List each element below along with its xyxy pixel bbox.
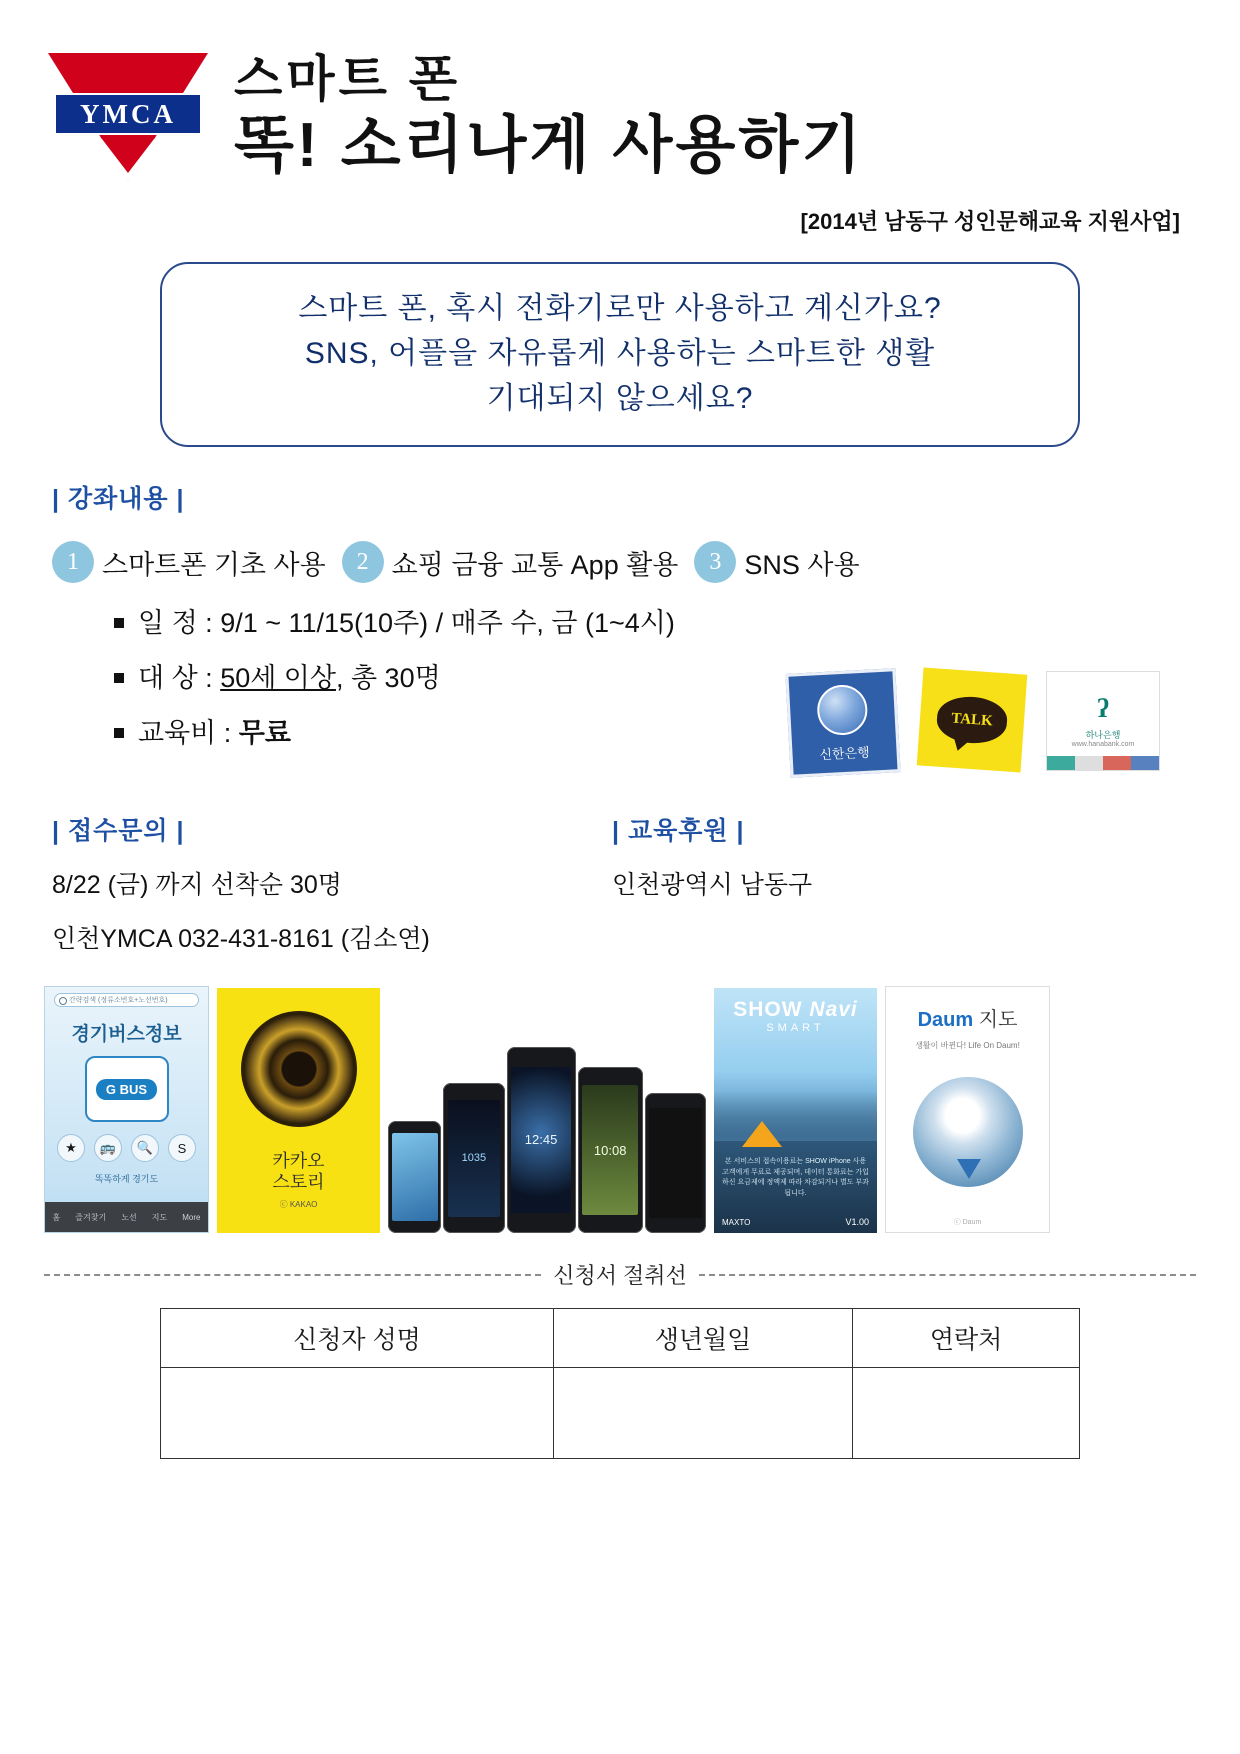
kakao-story-app — [217, 988, 380, 1233]
bullet-square-icon — [114, 618, 124, 628]
daum-map-logo — [918, 1003, 1018, 1032]
cell-name[interactable] — [161, 1368, 554, 1459]
content-area — [0, 479, 1240, 955]
contact-line-2: 인천YMCA 032-431-8161 (김소연) — [52, 925, 430, 953]
map-globe-illustration — [913, 1077, 1023, 1187]
callout-line-3: 기대되지 않으세요? — [486, 382, 754, 415]
shinhan-bank-logo-text: 신한은행 — [819, 744, 871, 762]
sponsor-section — [612, 811, 1188, 955]
speech-bubble-icon — [935, 695, 1008, 746]
gbus-icon-row — [57, 1134, 196, 1162]
ymca-band — [56, 93, 200, 135]
kakao-story-title — [272, 1151, 324, 1192]
phone-device-2 — [443, 1083, 504, 1233]
course-item-label-3: SNS 사용 — [744, 549, 860, 580]
gbus-footer-nav[interactable] — [45, 1202, 208, 1232]
callout-box — [160, 262, 1080, 447]
column-header-contact: 연락처 — [853, 1309, 1080, 1368]
phone-device-1 — [388, 1121, 441, 1233]
bullet-schedule-label: 일 정 : — [138, 608, 213, 638]
cut-dash-left — [44, 1274, 541, 1276]
phone-screen-1 — [392, 1133, 438, 1220]
app-screenshots-strip — [0, 983, 1240, 1233]
ymca-logo — [48, 53, 208, 183]
cutline — [44, 1259, 1196, 1290]
brand-logos — [788, 671, 1160, 775]
ymca-logo-text: YMCA — [80, 98, 176, 129]
cut-dash-right — [699, 1274, 1196, 1276]
header — [0, 0, 1240, 183]
gbus-phone-illustration — [85, 1056, 169, 1122]
sponsor-heading: | 교육후원 | — [612, 817, 745, 845]
bullet-square-icon — [114, 728, 124, 738]
phone-device-3 — [507, 1047, 576, 1233]
hana-bank-url: www.hanabank.com — [1071, 741, 1135, 748]
route-icon[interactable]: S — [168, 1134, 196, 1162]
show-navi-tagline: SMART — [766, 1022, 825, 1034]
phone-device-4 — [578, 1067, 643, 1233]
column-header-name: 신청자 성명 — [161, 1309, 554, 1368]
gbus-badge: G BUS — [96, 1079, 157, 1100]
gbus-app — [44, 986, 209, 1233]
bullet-square-icon — [114, 673, 124, 683]
kakao-talk-logo — [917, 667, 1028, 772]
program-subtitle: [2014년 남동구 성인문해교육 지원사업] — [800, 209, 1180, 234]
kakao-story-title-line1: 카카오 — [272, 1151, 325, 1172]
application-form-table — [160, 1308, 1080, 1459]
bullet-fee-value: 무료 — [238, 718, 291, 748]
info-columns — [52, 811, 1188, 955]
bullet-schedule — [114, 601, 675, 640]
bullet-target-value-rest: , 총 30명 — [335, 663, 441, 693]
gbus-nav-route[interactable]: 노선 — [121, 1212, 137, 1222]
course-item-number-1: 1 — [52, 541, 94, 583]
gbus-extra-text: 똑똑하게 경기도 — [94, 1174, 159, 1184]
subtitle-row — [0, 205, 1240, 236]
show-navi-brand — [714, 998, 877, 1022]
gbus-app-title: 경기버스정보 — [71, 1024, 182, 1045]
city-skyline-illustration — [714, 1071, 877, 1141]
camera-lens-icon — [241, 1011, 357, 1127]
gbus-nav-favorites[interactable]: 즐겨찾기 — [75, 1212, 107, 1222]
course-item-label-2: 쇼핑 금융 교통 App 활용 — [391, 549, 679, 580]
course-item-number-2: 2 — [342, 541, 384, 583]
show-navi-brand-text: SHOW — [733, 998, 803, 1021]
callout-line-1: 스마트 폰, 혹시 전화기로만 사용하고 계신가요? — [298, 292, 942, 325]
course-item-label-1: 스마트폰 기초 사용 — [102, 549, 326, 580]
daum-subtitle: 생활이 바뀐다! Life On Daum! — [915, 1041, 1020, 1050]
cutline-label: 신청서 절취선 — [553, 1263, 687, 1288]
ymca-inner-triangle-red — [102, 139, 154, 173]
bullet-schedule-value: 9/1 ~ 11/15(10주) / 매주 수, 금 (1~4시) — [220, 608, 675, 638]
hana-bank-logo — [1046, 671, 1160, 771]
show-navi-version: V1.00 — [845, 1217, 869, 1227]
hana-stripe-decoration — [1047, 756, 1159, 770]
bullet-fee-label: 교육비 : — [138, 718, 232, 748]
gbus-nav-more[interactable]: More — [182, 1212, 201, 1222]
daum-credit: ⓒ Daum — [953, 1219, 982, 1226]
contact-line-1: 8/22 (금) 까지 선착순 30명 — [52, 871, 342, 899]
gbus-search-input[interactable]: 간략검색 (정류소번호+노선번호) — [54, 993, 199, 1007]
contact-heading: | 접수문의 | — [52, 817, 185, 845]
daum-map-app — [885, 986, 1050, 1233]
hana-bank-logo-text: 하나은행 — [1085, 730, 1121, 740]
course-heading: | 강좌내용 | — [52, 485, 185, 513]
page-title-line1: 스마트 폰 — [234, 51, 462, 107]
show-navi-app — [714, 988, 877, 1233]
kakao-story-credit: ⓒ KAKAO — [279, 1199, 318, 1209]
gbus-nav-map[interactable]: 지도 — [151, 1212, 168, 1222]
column-header-birthdate: 생년월일 — [553, 1309, 852, 1368]
navigation-arrow-icon — [742, 1121, 782, 1147]
table-header-row — [161, 1309, 1080, 1368]
contact-section — [52, 811, 612, 955]
phone-screen-3: 12:45 — [511, 1067, 570, 1212]
phones-lineup — [388, 1001, 706, 1233]
phone-screen-2: 1035 — [448, 1100, 501, 1217]
phone-screen-5 — [649, 1108, 702, 1217]
bullet-target-value-underline: 50세 이상 — [220, 663, 336, 693]
star-icon[interactable]: ★ — [57, 1134, 85, 1162]
course-section — [52, 479, 1188, 775]
show-navi-header — [714, 988, 877, 1034]
hana-mark-icon: ʔ — [1097, 694, 1109, 723]
gbus-nav-home[interactable]: 홈 — [52, 1212, 61, 1222]
details-and-logos — [52, 583, 1188, 775]
sponsor-line-1: 인천광역시 남동구 — [612, 871, 813, 899]
bullet-target — [114, 656, 675, 695]
show-navi-maker: MAXTO — [722, 1218, 751, 1227]
shinhan-bank-logo — [785, 668, 900, 778]
bullet-fee — [114, 711, 675, 750]
cell-birthdate[interactable] — [553, 1368, 852, 1459]
table-row — [161, 1368, 1080, 1459]
course-bullets — [52, 601, 675, 766]
kakao-story-title-line2: 스토리 — [272, 1172, 325, 1192]
show-navi-body-text: 본 서비스의 접속이용료는 SHOW iPhone 사용고객에게 무료로 제공되며, 데이터 통화료는 가입하신 요금제에 정액제 따라 차감되거나 별도 부과됩니다. — [722, 1158, 869, 1197]
callout-line-2: SNS, 어플을 자유롭게 사용하는 스마트한 생활 — [304, 337, 936, 370]
show-navi-brand-sub: Navi — [809, 998, 858, 1021]
map-pin-icon — [957, 1159, 981, 1179]
phone-screen-4: 10:08 — [582, 1085, 638, 1214]
course-item-number-3: 3 — [694, 541, 736, 583]
kakao-talk-logo-text: TALK — [950, 710, 994, 729]
title-block — [234, 45, 864, 180]
daum-brand-suffix: 지도 — [978, 1009, 1018, 1031]
phone-device-5 — [645, 1093, 706, 1233]
daum-brand-text: Daum — [917, 1009, 974, 1031]
bullet-target-label: 대 상 : — [138, 663, 213, 693]
globe-icon — [816, 683, 869, 736]
course-items — [52, 541, 1188, 583]
cell-contact[interactable] — [853, 1368, 1080, 1459]
bus-icon[interactable]: 🚌 — [94, 1134, 122, 1162]
page-title-line2: 똑! 소리나게 사용하기 — [234, 110, 865, 180]
search-icon[interactable]: 🔍 — [131, 1134, 159, 1162]
